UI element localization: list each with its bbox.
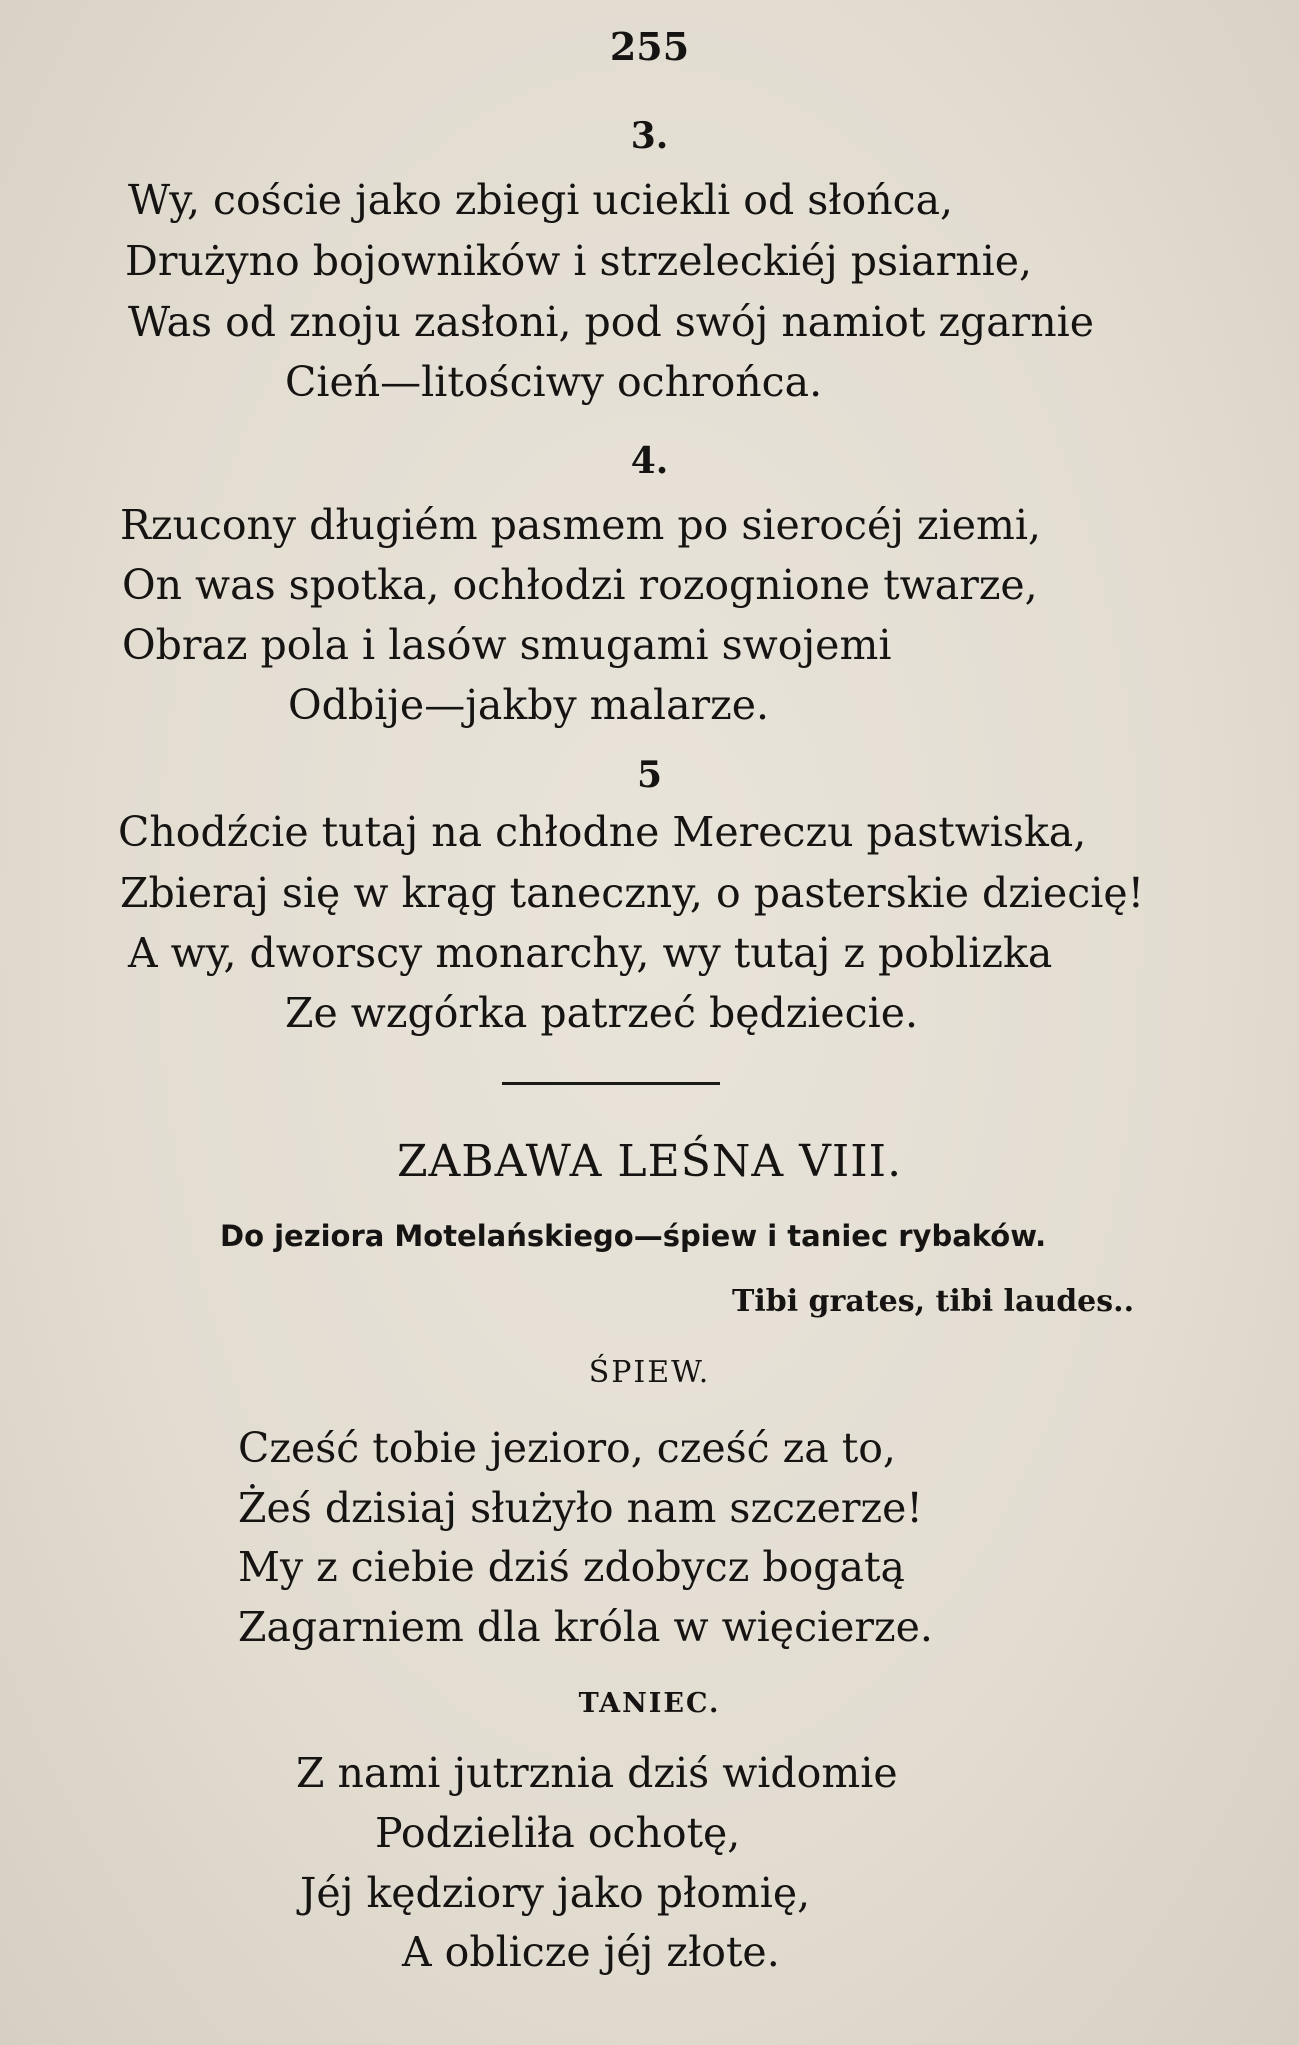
verse-line: Odbije—jakby malarze. bbox=[288, 681, 770, 729]
verse-line: Rzucony długiém pasmem po sierocéj ziemi, bbox=[120, 501, 1042, 549]
verse-line: Drużyno bojowników i strzeleckiéj psiarnie, bbox=[125, 237, 1033, 285]
verse-line: On was spotka, ochłodzi rozognione twarze, bbox=[122, 561, 1038, 609]
song-line: Zagarniem dla króla w więcierze. bbox=[238, 1603, 933, 1651]
verse-line: Cień—litościwy ochrońca. bbox=[285, 358, 823, 406]
song-line: My z ciebie dziś zdobycz bogatą bbox=[238, 1543, 905, 1591]
verse-line: Zbieraj się w krąg taneczny, o pasterskie dziecię! bbox=[120, 869, 1145, 917]
verse-line: Obraz pola i lasów smugami swojemi bbox=[122, 621, 892, 669]
section-subtitle: Do jeziora Motelańskiego—śpiew i taniec rybaków. bbox=[220, 1219, 1047, 1253]
song-line: Żeś dzisiaj służyło nam szczerze! bbox=[238, 1484, 923, 1532]
verse-line: Wy, coście jako zbiegi uciekli od słońca, bbox=[128, 176, 954, 224]
dance-line: A oblicze jéj złote. bbox=[402, 1928, 780, 1976]
verse-line: Was od znoju zasłoni, pod swój namiot zgarnie bbox=[128, 298, 1095, 346]
page-number: 255 bbox=[609, 24, 690, 69]
dance-line: Z nami jutrznia dziś widomie bbox=[296, 1749, 898, 1797]
verse-line: A wy, dworscy monarchy, wy tutaj z poblizka bbox=[128, 929, 1053, 977]
dance-heading: TANIEC. bbox=[578, 1688, 721, 1719]
dance-line: Podzieliła ochotę, bbox=[375, 1809, 741, 1857]
section-title: ZABAWA LEŚNA VIII. bbox=[396, 1136, 903, 1187]
dance-line: Jéj kędziory jako płomię, bbox=[300, 1869, 811, 1917]
epigraph: Tibi grates, tibi laudes.. bbox=[732, 1284, 1135, 1319]
stanza-number: 5 bbox=[636, 754, 663, 796]
song-line: Cześć tobie jezioro, cześć za to, bbox=[238, 1424, 896, 1472]
section-divider bbox=[502, 1082, 720, 1085]
verse-line: Ze wzgórka patrzeć będziecie. bbox=[285, 989, 919, 1037]
song-heading: ŚPIEW. bbox=[588, 1355, 711, 1390]
stanza-number: 3. bbox=[630, 115, 669, 157]
verse-line: Chodźcie tutaj na chłodne Mereczu pastwiska, bbox=[118, 808, 1087, 856]
stanza-number: 4. bbox=[630, 440, 669, 482]
